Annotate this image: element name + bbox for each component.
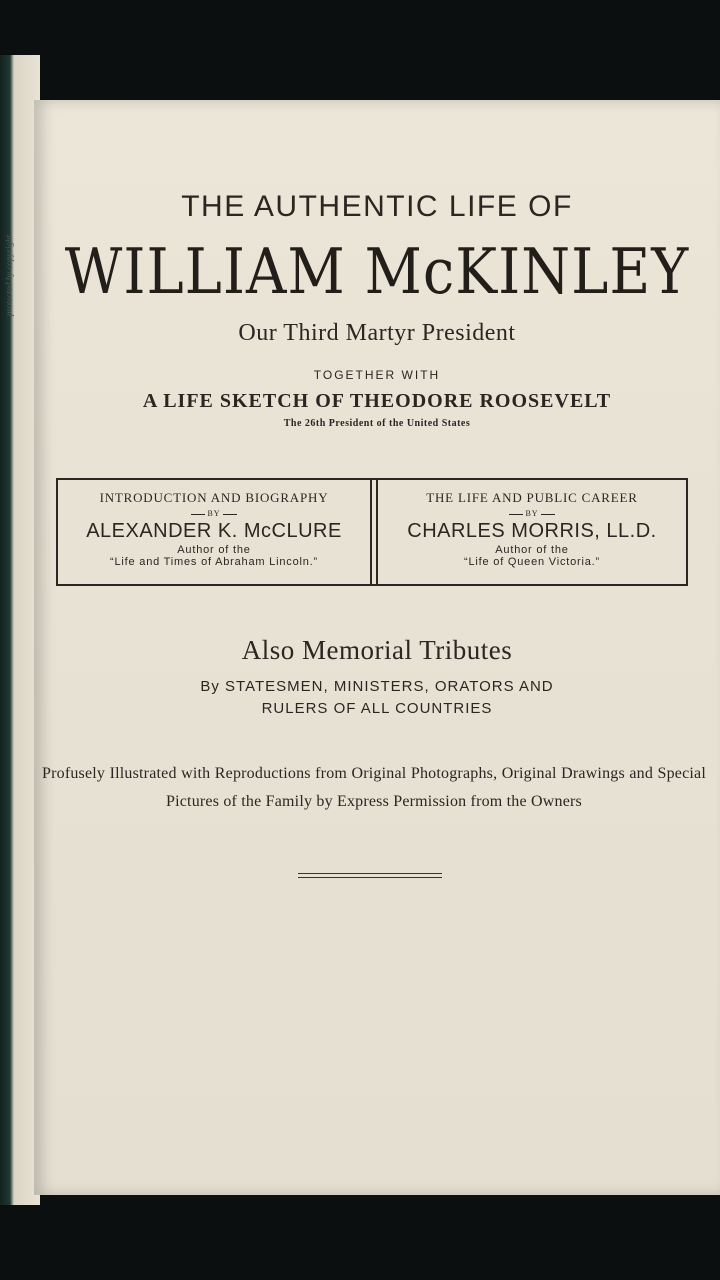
author-cell-morris xyxy=(376,480,688,584)
main-title: WILLIAM McKINLEY xyxy=(64,236,690,309)
together-with: TOGETHER WITH xyxy=(313,368,441,382)
subtitle: Our Third Martyr President xyxy=(238,320,516,346)
copyright-notice: protected by copyright xyxy=(4,235,14,317)
title-line-1: THE AUTHENTIC LIFE OF xyxy=(181,190,573,223)
author-name: ALEXANDER K. McCLURE xyxy=(86,520,342,542)
double-rule xyxy=(298,873,442,878)
authors-box xyxy=(56,478,688,586)
author-name: CHARLES MORRIS, LL.D. xyxy=(407,520,657,542)
by-line xyxy=(376,509,688,518)
by-line xyxy=(58,509,370,518)
title-page xyxy=(34,100,720,1195)
author-cell-mcclure xyxy=(58,480,370,584)
by-label: BY xyxy=(207,509,221,518)
roosevelt-subtitle: The 26th President of the United States xyxy=(283,418,471,429)
author-heading: INTRODUCTION AND BIOGRAPHY xyxy=(99,490,329,505)
author-work: “Life of Queen Victoria.” xyxy=(464,556,600,568)
memorial-line-1: By STATESMEN, MINISTERS, ORATORS AND xyxy=(200,678,554,695)
author-heading: THE LIFE AND PUBLIC CAREER xyxy=(426,490,638,505)
author-of: Author of the xyxy=(495,544,569,556)
by-label: BY xyxy=(525,509,539,518)
roosevelt-sketch: A LIFE SKETCH OF THEODORE ROOSEVELT xyxy=(142,390,612,412)
memorial-line-2: RULERS OF ALL COUNTRIES xyxy=(261,700,493,717)
illustrated-note: Profusely Illustrated with Reproductions from Original Photographs, Original Drawings and Special Pictures of the Family by Express Permission from the Owners xyxy=(42,765,706,810)
author-work: “Life and Times of Abraham Lincoln.” xyxy=(110,556,318,568)
author-of: Author of the xyxy=(177,544,251,556)
memorial-heading: Also Memorial Tributes xyxy=(241,635,513,665)
